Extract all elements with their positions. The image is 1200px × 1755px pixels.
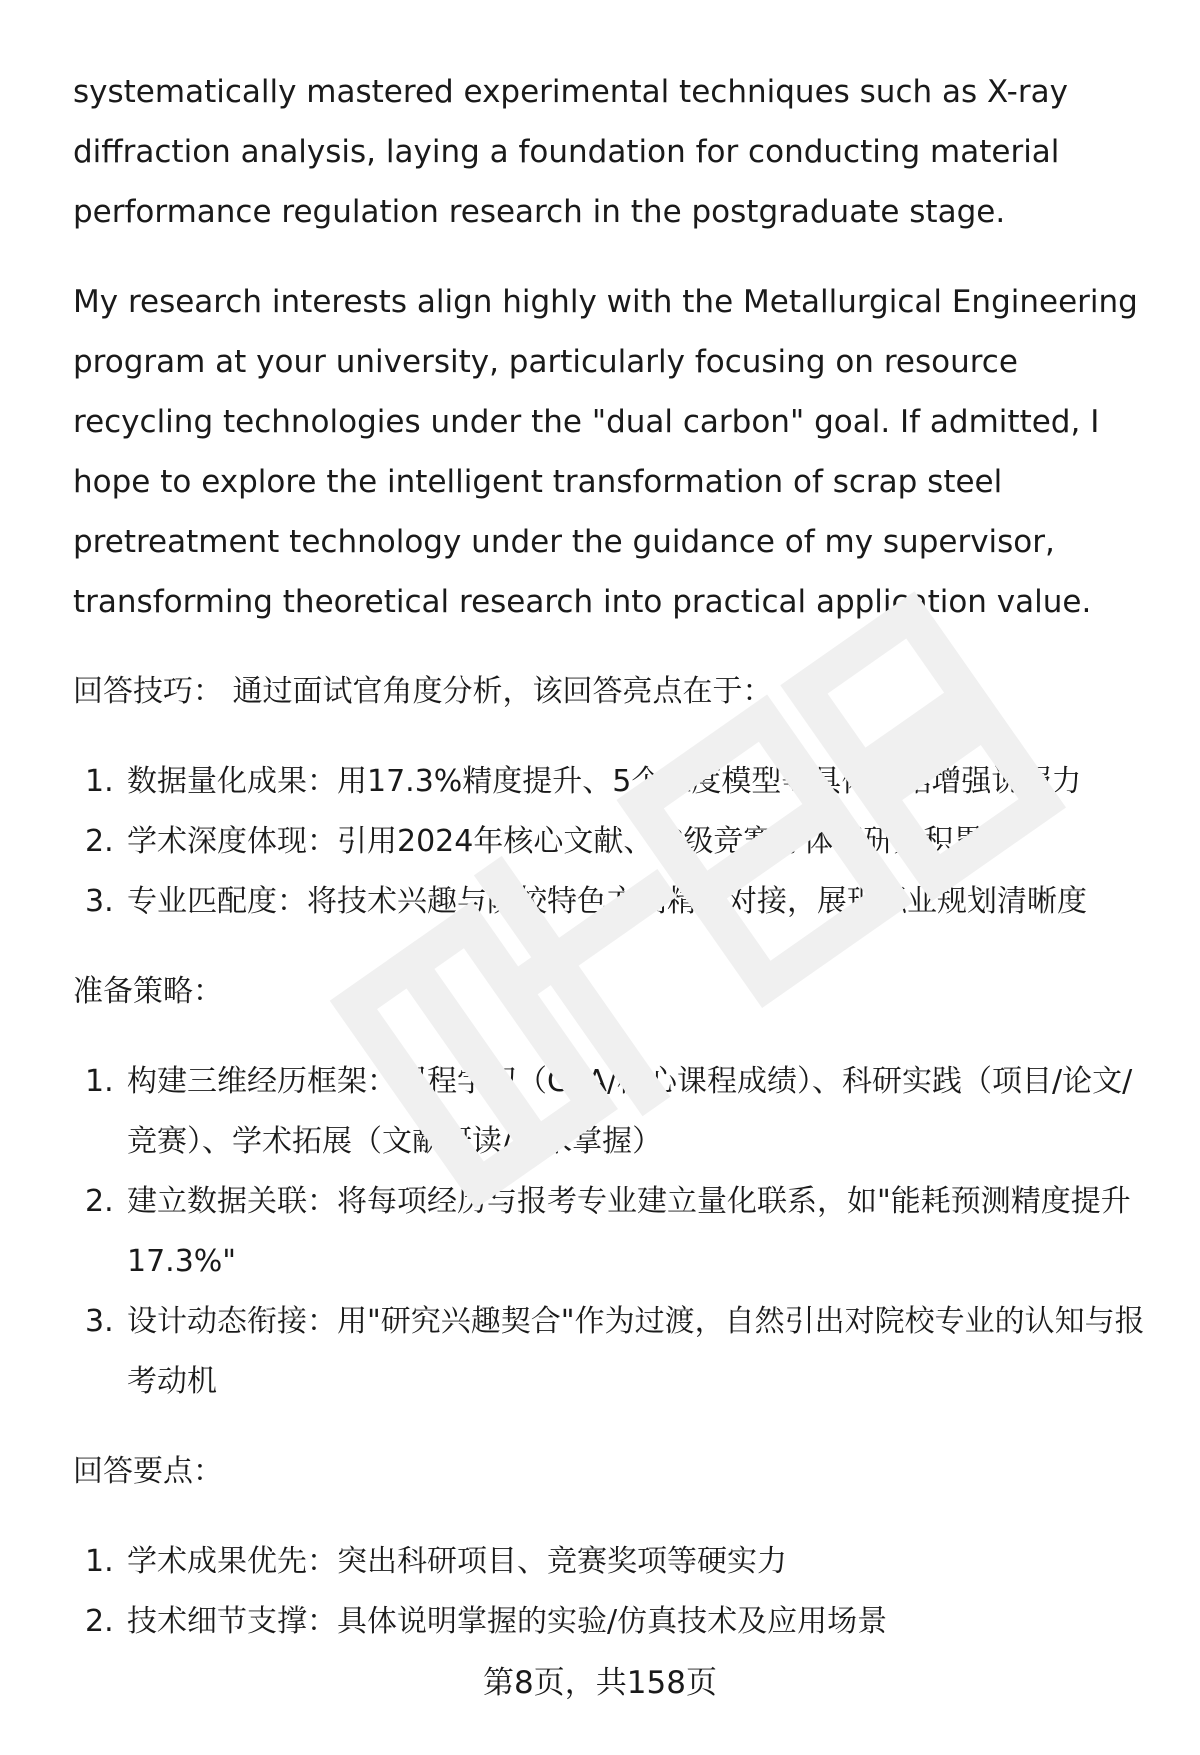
list-number: 3. (85, 884, 114, 919)
strategy-list (73, 1052, 1155, 1412)
keypoints-label: 回答要点： (73, 1454, 223, 1489)
keypoints-list (73, 1532, 1155, 1652)
list-text: 学术深度体现：引用2024年核心文献、省级竞赛等体现研究积累 (127, 824, 984, 859)
document-page (73, 62, 1155, 1682)
list-text: 建立数据关联：将每项经历与报考专业建立量化联系，如"能耗预测精度提升17.3%" (127, 1184, 1131, 1279)
list-number: 1. (85, 1064, 114, 1099)
list-item (73, 872, 1155, 932)
list-text: 学术成果优先：突出科研项目、竞赛奖项等硬实力 (127, 1544, 787, 1579)
list-item (73, 812, 1155, 872)
list-text: 构建三维经历框架：课程学习（GPA/核心课程成绩）、科研实践（项目/论文/竞赛）、学术拓展（文献研读/技术掌握） (127, 1064, 1133, 1159)
body-paragraph-2: My research interests align highly with the Metallurgical Engineering program at your university, particularly focusing on resource recycling technologies under the "dual carbon" goal. If admitted, I hope to explore the intelligent transformation of scrap steel pretreatment technology under the guidance of my supervisor, transforming theoretical research into practical application value. (73, 284, 1138, 620)
list-item (73, 752, 1155, 812)
list-item (73, 1172, 1155, 1292)
tips-list (73, 752, 1155, 932)
strategy-label: 准备策略： (73, 974, 223, 1009)
list-item (73, 1532, 1155, 1592)
list-number: 1. (85, 1544, 114, 1579)
list-number: 2. (85, 1184, 114, 1219)
list-number: 2. (85, 824, 114, 859)
list-number: 1. (85, 764, 114, 799)
list-text: 数据量化成果：用17.3%精度提升、5个维度模型等具体数据增强说服力 (127, 764, 1082, 799)
list-item (73, 1592, 1155, 1652)
page-footer: 第8页，共158页 (483, 1665, 717, 1701)
list-item (73, 1292, 1155, 1412)
tips-label: 回答技巧： 通过面试官角度分析，该回答亮点在于： (73, 674, 773, 709)
list-item (73, 1052, 1155, 1172)
body-paragraph-1: systematically mastered experimental techniques such as X-ray diffraction analysis, laying a foundation for conducting material performance regulation research in the postgraduate stage. (73, 74, 1068, 230)
list-text: 设计动态衔接：用"研究兴趣契合"作为过渡，自然引出对院校专业的认知与报考动机 (127, 1304, 1145, 1399)
list-text: 专业匹配度：将技术兴趣与院校特色方向精准对接，展现职业规划清晰度 (127, 884, 1087, 919)
list-number: 2. (85, 1604, 114, 1639)
list-number: 3. (85, 1304, 114, 1339)
list-text: 技术细节支撑：具体说明掌握的实验/仿真技术及应用场景 (127, 1604, 888, 1639)
